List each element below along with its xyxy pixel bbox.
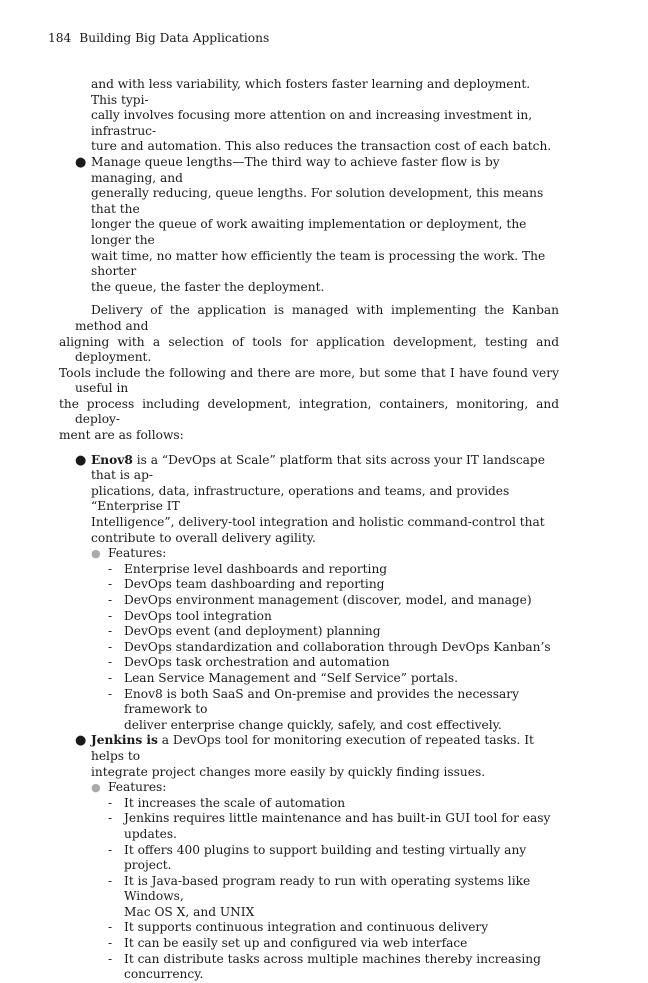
dash-marker: - [108,686,113,701]
bullet-marker: ● [75,154,87,170]
feature-text: DevOps environment management (discover, model, and manage) [124,593,532,607]
feature-item [75,796,559,812]
text-line: Manage queue lengths—The third way to achieve faster flow is by managing, and [91,154,500,185]
feature-item [75,624,559,640]
feature-item [75,671,559,687]
enov8-features-heading [75,546,559,562]
feature-item [75,577,559,593]
tool-name: Enov8 [91,452,133,467]
text-line: ment are as follows: [59,428,184,443]
feature-text: It can distribute tasks across multiple machines thereby increasing [124,951,541,966]
tool-description: is a “DevOps at Scale” platform that sits across your IT landscape that is ap- [91,452,545,483]
feature-text: DevOps event (and deployment) planning [124,624,381,639]
feature-item [75,936,559,952]
text-line: Delivery of the application is managed with implementing the Kanban method and [75,303,559,333]
dash-marker: - [108,795,113,810]
dash-marker: - [108,655,113,670]
feature-item [75,562,559,578]
sub-bullet-marker: ● [91,547,101,561]
text-line: wait time, no matter how efficiently the team is processing the work. The shorter [91,248,546,279]
text-line: plications, data, infrastructure, operations and teams, and provides “Enterprise IT [91,483,510,514]
book-title: Building Big Data Applications [79,31,270,45]
jenkins-features-heading [75,780,559,796]
feature-text: Mac OS X, and UNIX [124,904,255,919]
text-line: integrate project changes more easily by quickly finding issues. [91,764,486,779]
feature-text: Jenkins requires little maintenance and has built-in GUI tool for easy [124,811,551,826]
feature-text: Enterprise level dashboards and reporting [124,561,388,576]
tool-description: a DevOps tool for monitoring execution of repeated tasks. It helps to [91,733,534,763]
enov8-feature-list [75,562,559,734]
feature-item [75,952,559,983]
feature-item [75,843,559,874]
feature-text: deliver enterprise change quickly, safely, and cost effectively. [124,717,502,732]
dash-marker: - [108,561,113,576]
feature-item [75,920,559,936]
dash-marker: - [108,639,113,654]
feature-item [75,811,559,842]
dash-marker: - [108,951,113,966]
body-paragraph [59,303,559,443]
feature-text: It is Java-based program ready to run with operating systems like Windows, [124,873,531,904]
feature-text: concurrency. [124,967,204,982]
feature-item [75,609,559,625]
dash-marker: - [108,624,113,639]
text-line: contribute to overall delivery agility. [91,530,316,545]
running-header [48,31,269,47]
page-number: 184 [48,31,72,45]
text-line: Tools include the following and there are more, but some that I have found very useful in [59,365,559,396]
dash-marker: - [108,593,113,607]
dash-marker: - [108,873,113,888]
feature-text: It can be easily set up and configured via web interface [124,936,468,951]
feature-text: It supports continuous integration and continuous delivery [124,920,489,935]
feature-text: It increases the scale of automation [124,795,346,810]
text-line: and with less variability, which fosters faster learning and deployment. This typi- [91,77,531,107]
jenkins-feature-list [75,796,559,983]
dash-marker: - [108,577,113,592]
feature-item [75,655,559,671]
sub-bullet-marker: ● [91,781,101,795]
text-line: ture and automation. This also reduces the transaction cost of each batch. [91,139,552,154]
bullet-marker: ● [75,452,87,468]
feature-item [75,640,559,656]
text-line: generally reducing, queue lengths. For solution development, this means that the [91,186,544,216]
bullet-manage-queue [75,155,559,295]
dash-marker: - [108,608,113,623]
feature-text: updates. [124,826,177,841]
dash-marker: - [108,842,113,857]
text-line: aligning with a selection of tools for application development, testing and deployment. [59,334,559,365]
text-line [91,453,559,484]
dash-marker: - [108,920,113,935]
feature-text: DevOps team dashboarding and reporting [124,577,385,592]
feature-text: DevOps tool integration [124,608,272,623]
dash-marker: - [108,936,113,951]
feature-item [75,593,559,609]
bullet-marker: ● [75,733,87,749]
feature-item [75,687,559,734]
feature-text: It offers 400 plugins to support building and testing virtually any project. [124,842,527,873]
dash-marker: - [108,670,113,685]
text-line: cally involves focusing more attention on and increasing investment in, infrastruc- [91,108,533,138]
feature-text: DevOps task orchestration and automation [124,655,390,670]
bullet-jenkins [75,733,559,780]
text-line: the process including development, integration, containers, monitoring, and deploy- [59,396,559,427]
tool-name: Jenkins is [91,733,158,748]
feature-text: Lean Service Management and “Self Service” portals. [124,670,458,685]
feature-text: Enov8 is both SaaS and On-premise and provides the necessary framework to [124,686,519,717]
feature-text: DevOps standardization and collaboration through DevOps Kanban’s [124,639,551,654]
feature-item [75,874,559,921]
text-line: Intelligence”, delivery-tool integration and holistic command-control that [91,515,545,530]
dash-marker: - [108,811,113,826]
features-label: Features: [108,546,167,561]
text-line: the queue, the faster the deployment. [91,279,325,294]
text-line [91,733,559,764]
page-body [59,77,559,983]
features-label: Features: [108,780,167,795]
continued-bullet-text [75,77,559,155]
bullet-enov8 [75,453,559,547]
text-line: longer the queue of work awaiting implementation or deployment, the longer the [91,217,527,247]
